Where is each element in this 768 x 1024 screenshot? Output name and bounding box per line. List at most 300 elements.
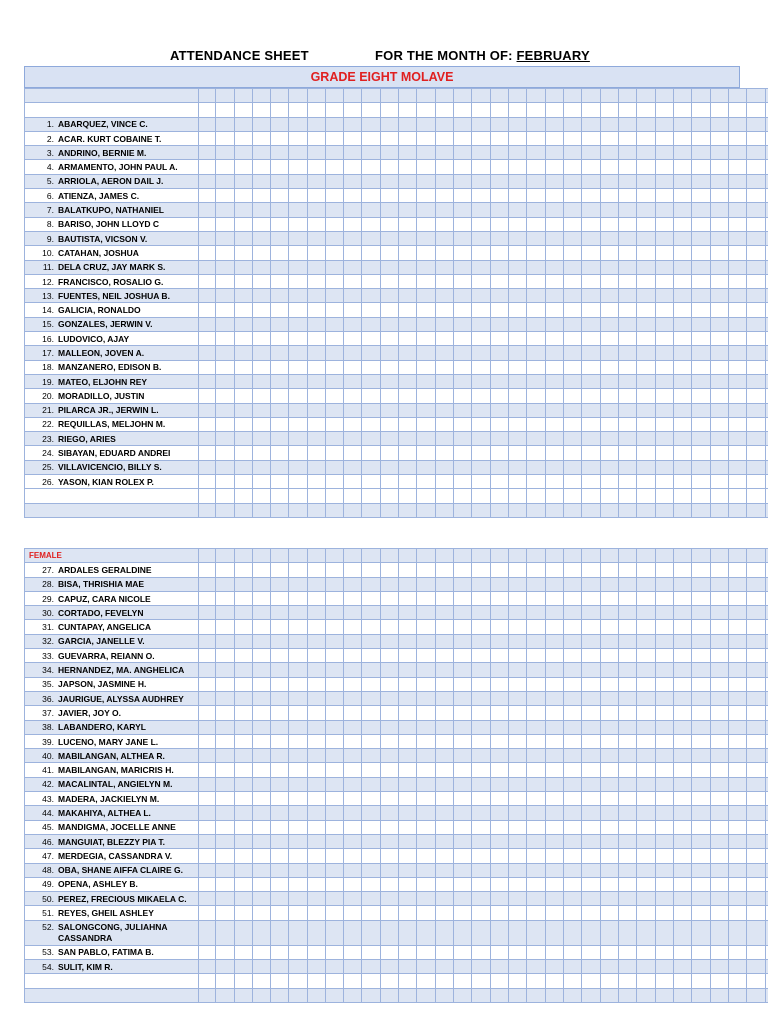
attendance-day-cell[interactable]: [711, 620, 729, 634]
attendance-day-cell[interactable]: [326, 117, 344, 131]
attendance-day-cell[interactable]: [289, 749, 308, 763]
attendance-day-cell[interactable]: [674, 606, 692, 620]
attendance-day-cell[interactable]: [674, 432, 692, 446]
attendance-day-cell[interactable]: [308, 489, 326, 503]
attendance-day-cell[interactable]: [271, 877, 289, 891]
attendance-day-cell[interactable]: [454, 103, 472, 117]
attendance-day-cell[interactable]: [472, 634, 491, 648]
attendance-day-cell[interactable]: [711, 960, 729, 974]
attendance-day-cell[interactable]: [381, 174, 399, 188]
attendance-day-cell[interactable]: [729, 460, 747, 474]
attendance-day-cell[interactable]: [527, 849, 546, 863]
attendance-day-cell[interactable]: [582, 260, 601, 274]
attendance-day-cell[interactable]: [582, 160, 601, 174]
attendance-day-cell[interactable]: [656, 706, 674, 720]
attendance-day-cell[interactable]: [344, 103, 362, 117]
attendance-day-cell[interactable]: [271, 634, 289, 648]
attendance-day-cell[interactable]: [674, 849, 692, 863]
attendance-day-cell[interactable]: [711, 563, 729, 577]
attendance-day-cell[interactable]: [454, 317, 472, 331]
attendance-day-cell[interactable]: [417, 146, 436, 160]
attendance-day-cell[interactable]: [601, 849, 619, 863]
attendance-day-cell[interactable]: [216, 360, 235, 374]
attendance-day-cell[interactable]: [253, 920, 271, 945]
attendance-day-cell[interactable]: [308, 203, 326, 217]
attendance-day-cell[interactable]: [344, 892, 362, 906]
attendance-day-cell[interactable]: [546, 217, 564, 231]
attendance-day-cell[interactable]: [509, 317, 527, 331]
attendance-day-cell[interactable]: [527, 503, 546, 517]
attendance-day-cell[interactable]: [692, 620, 711, 634]
attendance-day-cell[interactable]: [417, 217, 436, 231]
attendance-day-cell[interactable]: [216, 763, 235, 777]
attendance-day-cell[interactable]: [326, 974, 344, 988]
attendance-day-cell[interactable]: [619, 577, 637, 591]
attendance-day-cell[interactable]: [454, 489, 472, 503]
attendance-day-cell[interactable]: [199, 577, 216, 591]
attendance-day-cell[interactable]: [527, 663, 546, 677]
attendance-day-cell[interactable]: [216, 174, 235, 188]
attendance-day-cell[interactable]: [289, 131, 308, 145]
attendance-day-cell[interactable]: [253, 160, 271, 174]
attendance-day-cell[interactable]: [235, 332, 253, 346]
attendance-day-cell[interactable]: [454, 988, 472, 1002]
attendance-day-cell[interactable]: [729, 217, 747, 231]
attendance-day-cell[interactable]: [509, 691, 527, 705]
attendance-day-cell[interactable]: [436, 920, 454, 945]
attendance-day-cell[interactable]: [527, 577, 546, 591]
attendance-day-cell[interactable]: [308, 89, 326, 103]
attendance-day-cell[interactable]: [199, 960, 216, 974]
attendance-day-cell[interactable]: [235, 346, 253, 360]
attendance-day-cell[interactable]: [711, 346, 729, 360]
attendance-day-cell[interactable]: [509, 663, 527, 677]
attendance-day-cell[interactable]: [417, 849, 436, 863]
attendance-day-cell[interactable]: [564, 89, 582, 103]
attendance-day-cell[interactable]: [711, 260, 729, 274]
attendance-day-cell[interactable]: [417, 960, 436, 974]
attendance-day-cell[interactable]: [199, 663, 216, 677]
attendance-day-cell[interactable]: [509, 146, 527, 160]
attendance-day-cell[interactable]: [436, 346, 454, 360]
attendance-day-cell[interactable]: [472, 691, 491, 705]
attendance-day-cell[interactable]: [729, 677, 747, 691]
attendance-day-cell[interactable]: [656, 303, 674, 317]
attendance-day-cell[interactable]: [381, 131, 399, 145]
attendance-day-cell[interactable]: [235, 988, 253, 1002]
attendance-day-cell[interactable]: [637, 274, 656, 288]
attendance-day-cell[interactable]: [436, 446, 454, 460]
attendance-day-cell[interactable]: [729, 877, 747, 891]
attendance-day-cell[interactable]: [656, 103, 674, 117]
attendance-day-cell[interactable]: [235, 820, 253, 834]
attendance-day-cell[interactable]: [289, 920, 308, 945]
attendance-day-cell[interactable]: [235, 217, 253, 231]
attendance-day-cell[interactable]: [454, 820, 472, 834]
attendance-day-cell[interactable]: [253, 649, 271, 663]
attendance-day-cell[interactable]: [472, 974, 491, 988]
attendance-day-cell[interactable]: [362, 332, 381, 346]
attendance-day-cell[interactable]: [271, 920, 289, 945]
attendance-day-cell[interactable]: [417, 332, 436, 346]
attendance-day-cell[interactable]: [271, 663, 289, 677]
attendance-day-cell[interactable]: [381, 763, 399, 777]
attendance-day-cell[interactable]: [308, 475, 326, 489]
attendance-day-cell[interactable]: [436, 806, 454, 820]
attendance-day-cell[interactable]: [564, 417, 582, 431]
attendance-day-cell[interactable]: [271, 777, 289, 791]
attendance-day-cell[interactable]: [235, 677, 253, 691]
attendance-day-cell[interactable]: [509, 389, 527, 403]
attendance-day-cell[interactable]: [308, 332, 326, 346]
attendance-day-cell[interactable]: [326, 920, 344, 945]
attendance-day-cell[interactable]: [564, 849, 582, 863]
attendance-day-cell[interactable]: [582, 649, 601, 663]
attendance-day-cell[interactable]: [253, 303, 271, 317]
attendance-day-cell[interactable]: [601, 432, 619, 446]
attendance-day-cell[interactable]: [326, 217, 344, 231]
attendance-day-cell[interactable]: [692, 189, 711, 203]
attendance-day-cell[interactable]: [308, 189, 326, 203]
attendance-day-cell[interactable]: [399, 649, 417, 663]
attendance-day-cell[interactable]: [289, 677, 308, 691]
attendance-day-cell[interactable]: [326, 634, 344, 648]
attendance-day-cell[interactable]: [326, 849, 344, 863]
attendance-day-cell[interactable]: [747, 920, 766, 945]
attendance-day-cell[interactable]: [344, 174, 362, 188]
attendance-day-cell[interactable]: [271, 89, 289, 103]
attendance-day-cell[interactable]: [546, 945, 564, 959]
attendance-day-cell[interactable]: [711, 792, 729, 806]
attendance-day-cell[interactable]: [711, 834, 729, 848]
attendance-day-cell[interactable]: [729, 332, 747, 346]
attendance-day-cell[interactable]: [582, 231, 601, 245]
attendance-day-cell[interactable]: [436, 960, 454, 974]
attendance-day-cell[interactable]: [601, 117, 619, 131]
attendance-day-cell[interactable]: [289, 432, 308, 446]
attendance-day-cell[interactable]: [619, 806, 637, 820]
attendance-day-cell[interactable]: [747, 117, 766, 131]
attendance-day-cell[interactable]: [637, 677, 656, 691]
attendance-day-cell[interactable]: [253, 960, 271, 974]
attendance-day-cell[interactable]: [601, 417, 619, 431]
attendance-day-cell[interactable]: [454, 920, 472, 945]
attendance-day-cell[interactable]: [253, 849, 271, 863]
attendance-day-cell[interactable]: [417, 346, 436, 360]
attendance-day-cell[interactable]: [344, 720, 362, 734]
attendance-day-cell[interactable]: [656, 503, 674, 517]
attendance-day-cell[interactable]: [454, 591, 472, 605]
attendance-day-cell[interactable]: [527, 634, 546, 648]
attendance-day-cell[interactable]: [619, 960, 637, 974]
attendance-day-cell[interactable]: [417, 806, 436, 820]
attendance-day-cell[interactable]: [362, 677, 381, 691]
attendance-day-cell[interactable]: [308, 174, 326, 188]
attendance-day-cell[interactable]: [527, 806, 546, 820]
attendance-day-cell[interactable]: [491, 489, 509, 503]
attendance-day-cell[interactable]: [527, 360, 546, 374]
attendance-day-cell[interactable]: [454, 563, 472, 577]
attendance-day-cell[interactable]: [619, 549, 637, 563]
attendance-day-cell[interactable]: [472, 131, 491, 145]
attendance-day-cell[interactable]: [344, 877, 362, 891]
attendance-day-cell[interactable]: [289, 763, 308, 777]
attendance-day-cell[interactable]: [747, 591, 766, 605]
attendance-day-cell[interactable]: [308, 549, 326, 563]
attendance-day-cell[interactable]: [454, 734, 472, 748]
attendance-day-cell[interactable]: [527, 460, 546, 474]
attendance-day-cell[interactable]: [491, 189, 509, 203]
attendance-day-cell[interactable]: [656, 606, 674, 620]
attendance-day-cell[interactable]: [656, 563, 674, 577]
attendance-day-cell[interactable]: [546, 403, 564, 417]
attendance-day-cell[interactable]: [362, 749, 381, 763]
attendance-day-cell[interactable]: [546, 677, 564, 691]
attendance-day-cell[interactable]: [381, 920, 399, 945]
attendance-day-cell[interactable]: [692, 103, 711, 117]
attendance-day-cell[interactable]: [747, 849, 766, 863]
attendance-day-cell[interactable]: [637, 174, 656, 188]
attendance-day-cell[interactable]: [582, 503, 601, 517]
attendance-day-cell[interactable]: [601, 806, 619, 820]
attendance-day-cell[interactable]: [326, 417, 344, 431]
attendance-day-cell[interactable]: [454, 792, 472, 806]
attendance-day-cell[interactable]: [362, 777, 381, 791]
attendance-day-cell[interactable]: [747, 691, 766, 705]
attendance-day-cell[interactable]: [253, 231, 271, 245]
attendance-day-cell[interactable]: [326, 720, 344, 734]
attendance-day-cell[interactable]: [344, 620, 362, 634]
attendance-day-cell[interactable]: [711, 489, 729, 503]
attendance-day-cell[interactable]: [619, 974, 637, 988]
attendance-day-cell[interactable]: [582, 834, 601, 848]
attendance-day-cell[interactable]: [674, 734, 692, 748]
attendance-day-cell[interactable]: [729, 620, 747, 634]
attendance-day-cell[interactable]: [417, 820, 436, 834]
attendance-day-cell[interactable]: [362, 691, 381, 705]
attendance-day-cell[interactable]: [454, 446, 472, 460]
attendance-day-cell[interactable]: [216, 475, 235, 489]
attendance-day-cell[interactable]: [436, 174, 454, 188]
attendance-day-cell[interactable]: [399, 549, 417, 563]
attendance-day-cell[interactable]: [399, 634, 417, 648]
attendance-day-cell[interactable]: [491, 634, 509, 648]
attendance-day-cell[interactable]: [362, 246, 381, 260]
attendance-day-cell[interactable]: [472, 117, 491, 131]
attendance-day-cell[interactable]: [711, 892, 729, 906]
attendance-day-cell[interactable]: [582, 217, 601, 231]
attendance-day-cell[interactable]: [509, 432, 527, 446]
attendance-day-cell[interactable]: [235, 260, 253, 274]
attendance-day-cell[interactable]: [235, 974, 253, 988]
attendance-day-cell[interactable]: [454, 649, 472, 663]
attendance-day-cell[interactable]: [417, 231, 436, 245]
attendance-day-cell[interactable]: [381, 289, 399, 303]
attendance-day-cell[interactable]: [344, 389, 362, 403]
attendance-day-cell[interactable]: [308, 849, 326, 863]
attendance-day-cell[interactable]: [729, 974, 747, 988]
attendance-day-cell[interactable]: [362, 303, 381, 317]
attendance-day-cell[interactable]: [235, 103, 253, 117]
attendance-day-cell[interactable]: [199, 289, 216, 303]
attendance-day-cell[interactable]: [271, 332, 289, 346]
attendance-day-cell[interactable]: [472, 720, 491, 734]
attendance-day-cell[interactable]: [656, 332, 674, 346]
attendance-day-cell[interactable]: [729, 863, 747, 877]
attendance-day-cell[interactable]: [362, 720, 381, 734]
attendance-day-cell[interactable]: [253, 432, 271, 446]
attendance-day-cell[interactable]: [436, 432, 454, 446]
attendance-day-cell[interactable]: [436, 489, 454, 503]
attendance-day-cell[interactable]: [656, 174, 674, 188]
attendance-day-cell[interactable]: [674, 863, 692, 877]
attendance-day-cell[interactable]: [308, 974, 326, 988]
attendance-day-cell[interactable]: [399, 834, 417, 848]
attendance-day-cell[interactable]: [656, 720, 674, 734]
attendance-day-cell[interactable]: [289, 563, 308, 577]
attendance-day-cell[interactable]: [527, 174, 546, 188]
attendance-day-cell[interactable]: [637, 360, 656, 374]
attendance-day-cell[interactable]: [582, 432, 601, 446]
attendance-day-cell[interactable]: [711, 749, 729, 763]
attendance-day-cell[interactable]: [637, 403, 656, 417]
attendance-day-cell[interactable]: [417, 503, 436, 517]
attendance-day-cell[interactable]: [692, 960, 711, 974]
attendance-day-cell[interactable]: [289, 475, 308, 489]
attendance-day-cell[interactable]: [399, 231, 417, 245]
attendance-day-cell[interactable]: [454, 549, 472, 563]
attendance-day-cell[interactable]: [472, 834, 491, 848]
attendance-day-cell[interactable]: [692, 231, 711, 245]
attendance-day-cell[interactable]: [199, 117, 216, 131]
attendance-day-cell[interactable]: [619, 591, 637, 605]
attendance-day-cell[interactable]: [527, 146, 546, 160]
attendance-day-cell[interactable]: [216, 374, 235, 388]
attendance-day-cell[interactable]: [454, 274, 472, 288]
attendance-day-cell[interactable]: [747, 974, 766, 988]
attendance-day-cell[interactable]: [509, 863, 527, 877]
attendance-day-cell[interactable]: [399, 792, 417, 806]
attendance-day-cell[interactable]: [436, 763, 454, 777]
attendance-day-cell[interactable]: [472, 777, 491, 791]
attendance-day-cell[interactable]: [582, 634, 601, 648]
attendance-day-cell[interactable]: [253, 475, 271, 489]
attendance-day-cell[interactable]: [199, 563, 216, 577]
attendance-day-cell[interactable]: [619, 131, 637, 145]
attendance-day-cell[interactable]: [399, 189, 417, 203]
attendance-day-cell[interactable]: [692, 417, 711, 431]
attendance-day-cell[interactable]: [527, 203, 546, 217]
attendance-day-cell[interactable]: [619, 749, 637, 763]
attendance-day-cell[interactable]: [235, 960, 253, 974]
attendance-day-cell[interactable]: [674, 945, 692, 959]
attendance-day-cell[interactable]: [674, 374, 692, 388]
attendance-day-cell[interactable]: [253, 549, 271, 563]
attendance-day-cell[interactable]: [729, 706, 747, 720]
attendance-day-cell[interactable]: [216, 792, 235, 806]
attendance-day-cell[interactable]: [235, 432, 253, 446]
attendance-day-cell[interactable]: [509, 634, 527, 648]
attendance-day-cell[interactable]: [326, 489, 344, 503]
attendance-day-cell[interactable]: [308, 820, 326, 834]
attendance-day-cell[interactable]: [381, 460, 399, 474]
attendance-day-cell[interactable]: [399, 475, 417, 489]
attendance-day-cell[interactable]: [527, 432, 546, 446]
attendance-day-cell[interactable]: [564, 246, 582, 260]
attendance-day-cell[interactable]: [344, 960, 362, 974]
attendance-day-cell[interactable]: [692, 649, 711, 663]
attendance-day-cell[interactable]: [308, 706, 326, 720]
attendance-day-cell[interactable]: [235, 289, 253, 303]
attendance-day-cell[interactable]: [199, 863, 216, 877]
attendance-day-cell[interactable]: [271, 820, 289, 834]
attendance-day-cell[interactable]: [656, 792, 674, 806]
attendance-day-cell[interactable]: [216, 634, 235, 648]
attendance-day-cell[interactable]: [326, 260, 344, 274]
attendance-day-cell[interactable]: [454, 131, 472, 145]
attendance-day-cell[interactable]: [454, 906, 472, 920]
attendance-day-cell[interactable]: [509, 945, 527, 959]
attendance-day-cell[interactable]: [656, 849, 674, 863]
attendance-day-cell[interactable]: [235, 691, 253, 705]
attendance-day-cell[interactable]: [491, 374, 509, 388]
attendance-day-cell[interactable]: [417, 649, 436, 663]
attendance-day-cell[interactable]: [472, 346, 491, 360]
attendance-day-cell[interactable]: [271, 217, 289, 231]
attendance-day-cell[interactable]: [326, 460, 344, 474]
attendance-day-cell[interactable]: [656, 960, 674, 974]
attendance-day-cell[interactable]: [491, 231, 509, 245]
attendance-day-cell[interactable]: [235, 146, 253, 160]
attendance-day-cell[interactable]: [674, 988, 692, 1002]
attendance-day-cell[interactable]: [546, 663, 564, 677]
attendance-day-cell[interactable]: [711, 475, 729, 489]
attendance-day-cell[interactable]: [729, 720, 747, 734]
attendance-day-cell[interactable]: [747, 131, 766, 145]
attendance-day-cell[interactable]: [729, 577, 747, 591]
attendance-day-cell[interactable]: [326, 346, 344, 360]
attendance-day-cell[interactable]: [619, 231, 637, 245]
attendance-day-cell[interactable]: [308, 691, 326, 705]
attendance-day-cell[interactable]: [362, 577, 381, 591]
attendance-day-cell[interactable]: [747, 834, 766, 848]
attendance-day-cell[interactable]: [472, 360, 491, 374]
attendance-day-cell[interactable]: [656, 834, 674, 848]
attendance-day-cell[interactable]: [454, 217, 472, 231]
attendance-day-cell[interactable]: [711, 691, 729, 705]
attendance-day-cell[interactable]: [326, 131, 344, 145]
attendance-day-cell[interactable]: [216, 974, 235, 988]
attendance-day-cell[interactable]: [601, 777, 619, 791]
attendance-day-cell[interactable]: [253, 634, 271, 648]
attendance-day-cell[interactable]: [674, 877, 692, 891]
attendance-day-cell[interactable]: [381, 360, 399, 374]
attendance-day-cell[interactable]: [417, 974, 436, 988]
attendance-day-cell[interactable]: [472, 892, 491, 906]
attendance-day-cell[interactable]: [711, 606, 729, 620]
attendance-day-cell[interactable]: [711, 877, 729, 891]
attendance-day-cell[interactable]: [747, 806, 766, 820]
attendance-day-cell[interactable]: [692, 706, 711, 720]
attendance-day-cell[interactable]: [344, 988, 362, 1002]
attendance-day-cell[interactable]: [747, 945, 766, 959]
attendance-day-cell[interactable]: [271, 849, 289, 863]
attendance-day-cell[interactable]: [527, 217, 546, 231]
attendance-day-cell[interactable]: [271, 446, 289, 460]
attendance-day-cell[interactable]: [271, 475, 289, 489]
attendance-day-cell[interactable]: [674, 203, 692, 217]
attendance-day-cell[interactable]: [344, 945, 362, 959]
